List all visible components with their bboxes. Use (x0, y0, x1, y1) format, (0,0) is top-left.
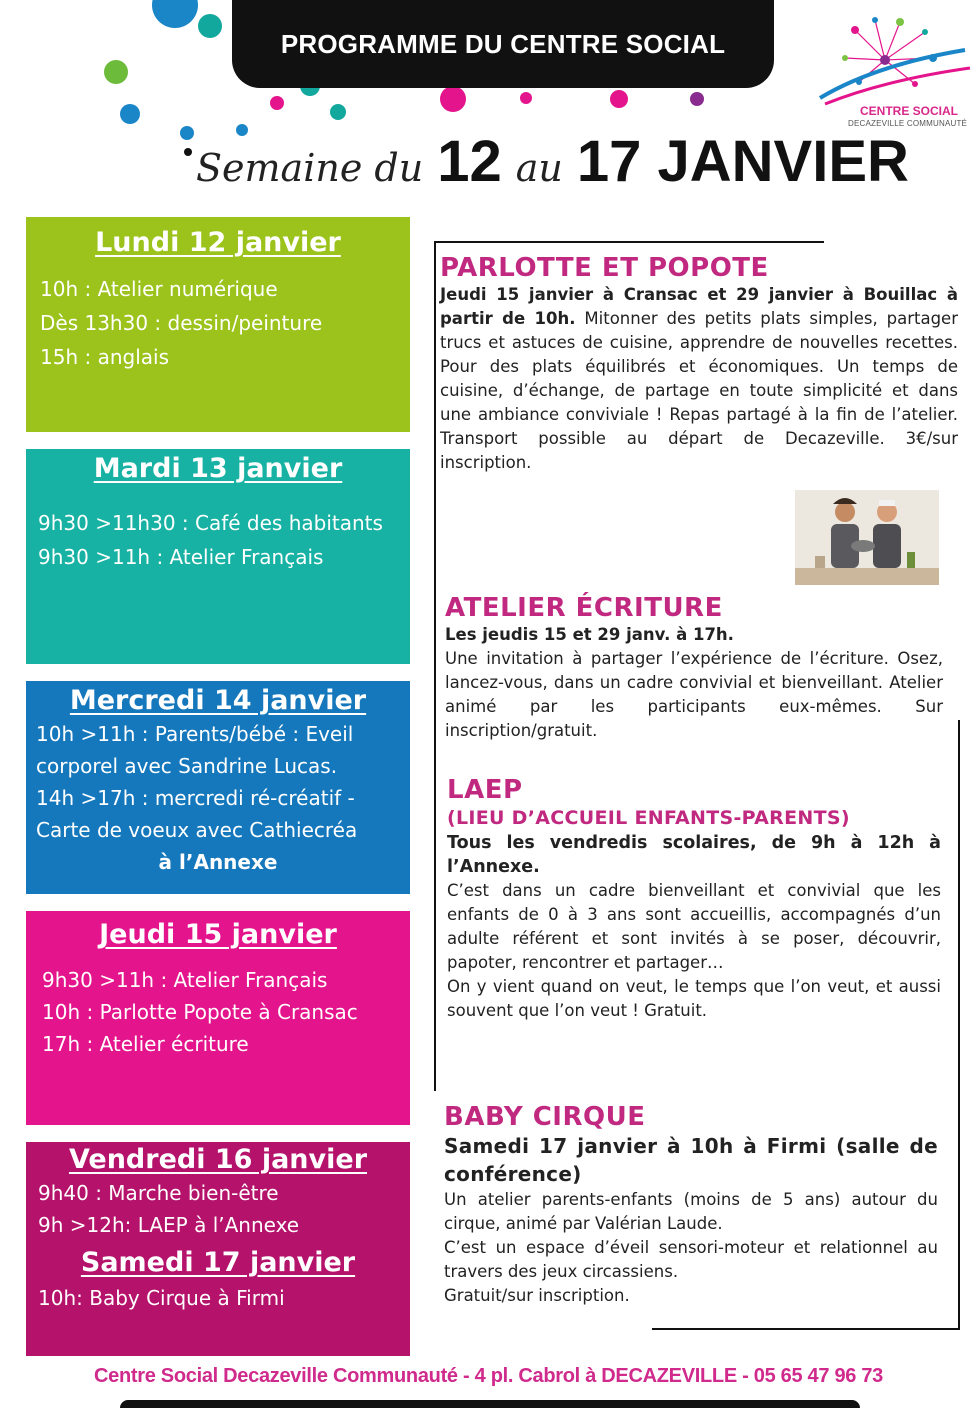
section-lead: Samedi 17 janvier à 10h à Firmi (salle de conférence) (444, 1134, 938, 1186)
day-event: 9h >12h: LAEP à l’Annexe (38, 1213, 300, 1237)
week-title (196, 128, 909, 203)
logo-title: CENTRE SOCIAL (860, 104, 959, 118)
bottom-bar (120, 1400, 860, 1408)
week-end: 17 JANVIER (576, 129, 909, 194)
day-event: Carte de voeux avec Cathiecréa (36, 818, 358, 842)
section-body: Un atelier parents-enfants (moins de 5 ans) autour du cirque, animé par Valérian Laude. (444, 1190, 938, 1233)
day-event: 9h30 >11h : Atelier Français (42, 968, 328, 992)
decorative-dot (330, 104, 346, 120)
section-title: PARLOTTE ET POPOTE (440, 253, 769, 283)
day-event: 10h: Baby Cirque à Firmi (38, 1286, 285, 1310)
day-title: Mardi 13 janvier (93, 453, 343, 484)
section-ecriture (445, 593, 943, 743)
decorative-dot (120, 104, 140, 124)
decorative-dot (104, 60, 128, 84)
frame-line (434, 241, 436, 1091)
section-title: BABY CIRQUE (444, 1102, 646, 1132)
frame-line (434, 241, 824, 243)
day-title: Jeudi 15 janvier (99, 919, 337, 950)
section-laep (447, 775, 941, 1023)
week-mid: au (515, 146, 563, 190)
decorative-dot (180, 126, 194, 140)
section-text (440, 283, 958, 475)
day-box-thursday (26, 911, 410, 1125)
day-title: Vendredi 16 janvier (68, 1144, 368, 1175)
cooking-photo (795, 490, 939, 585)
section-lead: Jeudi 15 janvier à Cransac et 29 janvier à Bouillac à partir de 10h. (440, 285, 958, 328)
section-body: Mitonner des petits plats simples, partager trucs et astuces de cuisine, apprendre de nouvelles recettes. Pour des plats équilibrés et économiques. Un temps de cuisine, d’échange, de partage en toute simplicité et dans une ambiance conviviale ! Repas partagé à la fin de l’atelier. Transport possible au départ de Decazeville. 3€/sur inscription. (440, 309, 958, 472)
day-event: 15h : anglais (40, 345, 169, 369)
banner-title: PROGRAMME DU CENTRE SOCIAL (280, 29, 726, 59)
frame-line (958, 720, 960, 1330)
section-body: C’est un espace d’éveil sensori-moteur et relationnel au travers des jeux circassiens. (444, 1238, 938, 1281)
section-lead: Les jeudis 15 et 29 janv. à 17h. (445, 625, 734, 644)
day-box-monday (26, 217, 410, 432)
decorative-dot (440, 86, 466, 112)
decorative-dot (152, 0, 198, 28)
section-body: On y vient quand on veut, le temps que l’on veut, et aussi souvent que l’on veut ! Gratuit. (447, 977, 941, 1020)
day-box-wednesday (26, 681, 410, 894)
day-event: à l’Annexe (158, 850, 278, 874)
day-event: 9h30 >11h30 : Café des habitants (38, 511, 383, 535)
cooking-couple-image-icon (795, 490, 939, 585)
day-title: Lundi 12 janvier (95, 227, 341, 258)
decorative-dot (610, 90, 628, 108)
section-parlotte (440, 253, 958, 475)
day-box-tuesday (26, 449, 410, 664)
day-event: 10h : Parlotte Popote à Cransac (42, 1000, 358, 1024)
section-title: ATELIER ÉCRITURE (445, 593, 723, 623)
week-prefix: Semaine du (196, 146, 424, 190)
day-title: Mercredi 14 janvier (69, 685, 367, 716)
section-baby-cirque (444, 1102, 938, 1308)
logo-subtitle: DECAZEVILLE COMMUNAUTÉ (848, 119, 968, 128)
day-event: 9h30 >11h : Atelier Français (38, 545, 324, 569)
section-subtitle: (LIEU D’ACCUEIL ENFANTS-PARENTS) (447, 807, 850, 829)
decorative-dot (270, 96, 284, 110)
section-body: C’est dans un cadre bienveillant et convivial que les enfants de 0 à 3 ans sont accueillis, accompagnés d’un adulte référent et sont invités à se poser, découvrir, papoter, rencontrer et partager… (447, 881, 941, 972)
section-title: LAEP (447, 775, 523, 805)
day-event: 10h : Atelier numérique (40, 277, 278, 301)
decorative-dot (198, 14, 222, 38)
decorative-dot (184, 148, 192, 156)
day-event: Dès 13h30 : dessin/peinture (40, 311, 323, 335)
day-box-friday-saturday (26, 1142, 410, 1356)
day-event: 9h40 : Marche bien-être (38, 1181, 279, 1205)
day-title: Samedi 17 janvier (80, 1247, 356, 1278)
section-lead: Tous les vendredis scolaires, de 9h à 12h à l’Annexe. (447, 833, 941, 877)
section-body: Une invitation à partager l’expérience de l’écriture. Osez, lancez-vous, dans un cadre convivial et bienveillant. Atelier animé par les participants eux-mêmes. Sur inscription/gratuit. (445, 649, 943, 740)
week-start: 12 (437, 129, 502, 194)
day-event: 10h >11h : Parents/bébé : Eveil (36, 722, 354, 746)
decorative-dot (690, 92, 704, 106)
day-event: 17h : Atelier écriture (42, 1032, 249, 1056)
section-body: Gratuit/sur inscription. (444, 1286, 630, 1305)
day-event: corporel avec Sandrine Lucas. (36, 754, 338, 778)
day-event: 14h >17h : mercredi ré-créatif - (36, 786, 355, 810)
program-banner (232, 0, 774, 88)
frame-line (652, 1328, 960, 1330)
decorative-dot (520, 92, 532, 104)
footer-contact: Centre Social Decazeville Communauté - 4 pl. Cabrol à DECAZEVILLE - 05 65 47 96 73 (93, 1365, 883, 1387)
